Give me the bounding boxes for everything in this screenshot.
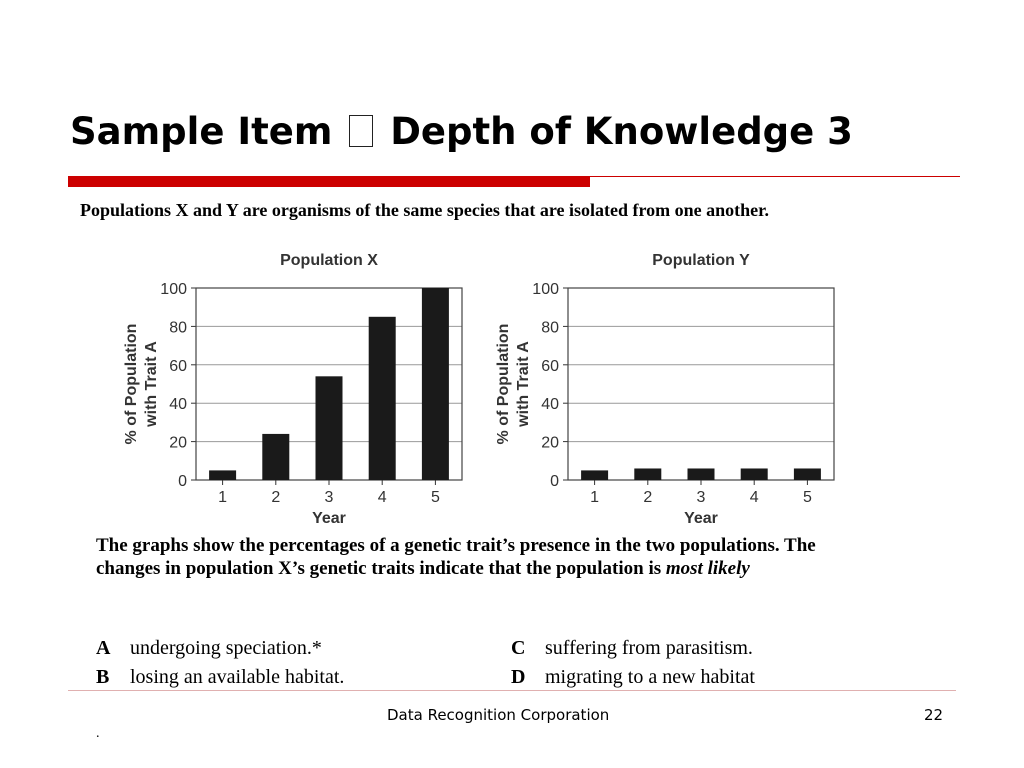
y-axis-label-line2: with Trait A <box>143 341 160 427</box>
bar <box>209 470 236 480</box>
y-tick-label: 0 <box>550 473 559 490</box>
question-main: The graphs show the percentages of a genetic trait’s presence in the two populations. The changes in population X’s genetic traits indicate that the population is <box>96 535 816 579</box>
x-tick-label: 4 <box>377 489 387 506</box>
title-divider <box>68 176 960 177</box>
bar <box>422 288 449 480</box>
bar <box>316 376 343 480</box>
x-tick-label: 3 <box>696 489 706 506</box>
x-tick-label: 5 <box>430 489 440 506</box>
chart-population-x <box>110 240 480 535</box>
slide-title <box>70 110 853 153</box>
chart-title: Population Y <box>652 252 750 269</box>
option-c-text: suffering from parasitism. <box>545 637 753 659</box>
missing-glyph-icon <box>349 115 373 147</box>
option-b-letter: B <box>96 666 110 688</box>
x-tick-label: 1 <box>590 489 600 506</box>
option-b-text: losing an available habitat. <box>130 666 345 688</box>
bar <box>634 468 661 480</box>
footer-page-number: 22 <box>924 706 944 724</box>
y-tick-label: 40 <box>541 396 559 414</box>
y-axis-label-line1: % of Population <box>495 323 512 445</box>
question-stem <box>96 534 856 580</box>
option-d-letter: D <box>511 666 526 688</box>
option-a-letter: A <box>96 637 111 659</box>
x-tick-label: 2 <box>271 489 281 506</box>
slide-title-left: Sample Item <box>70 110 333 153</box>
option-c-letter: C <box>511 637 526 659</box>
bar <box>688 468 715 480</box>
option-c <box>511 637 753 660</box>
option-a <box>96 637 322 660</box>
bar <box>581 470 608 480</box>
x-axis-label: Year <box>684 510 718 527</box>
y-tick-label: 60 <box>541 357 559 375</box>
footer-dot: . <box>96 726 100 741</box>
footer-organization: Data Recognition Corporation <box>387 706 610 724</box>
bar <box>369 317 396 480</box>
y-axis-label <box>123 324 160 445</box>
y-tick-label: 0 <box>178 473 187 490</box>
y-tick-label: 100 <box>160 281 187 298</box>
y-tick-label: 40 <box>169 396 187 414</box>
option-b <box>96 666 344 689</box>
y-axis-label-line1: % of Population <box>123 323 140 445</box>
x-tick-label: 3 <box>324 489 334 506</box>
x-tick-label: 2 <box>643 489 653 506</box>
bar <box>262 434 289 480</box>
bar <box>794 468 821 480</box>
y-tick-label: 100 <box>532 281 559 298</box>
footer-divider <box>68 690 956 691</box>
y-tick-label: 60 <box>169 357 187 375</box>
y-tick-label: 80 <box>169 319 187 337</box>
chart-population-y <box>482 240 852 535</box>
title-accent-bar <box>68 176 590 187</box>
y-axis-label <box>495 324 532 445</box>
x-tick-label: 5 <box>802 489 812 506</box>
y-tick-label: 20 <box>541 434 559 452</box>
option-d <box>511 666 755 689</box>
x-tick-label: 1 <box>218 489 228 506</box>
intro-text: Populations X and Y are organisms of the same species that are isolated from one another. <box>80 200 769 220</box>
bar <box>741 468 768 480</box>
chart-title: Population X <box>280 252 378 269</box>
y-axis-label-line2: with Trait A <box>515 341 532 427</box>
x-tick-label: 4 <box>749 489 759 506</box>
slide-title-right: Depth of Knowledge 3 <box>390 110 853 153</box>
question-emphasis: most likely <box>665 558 750 579</box>
option-a-text: undergoing speciation.* <box>130 637 322 659</box>
y-tick-label: 80 <box>541 319 559 337</box>
option-d-text: migrating to a new habitat <box>545 666 755 688</box>
y-tick-label: 20 <box>169 434 187 452</box>
x-axis-label: Year <box>312 510 346 527</box>
plot-frame <box>568 288 834 480</box>
